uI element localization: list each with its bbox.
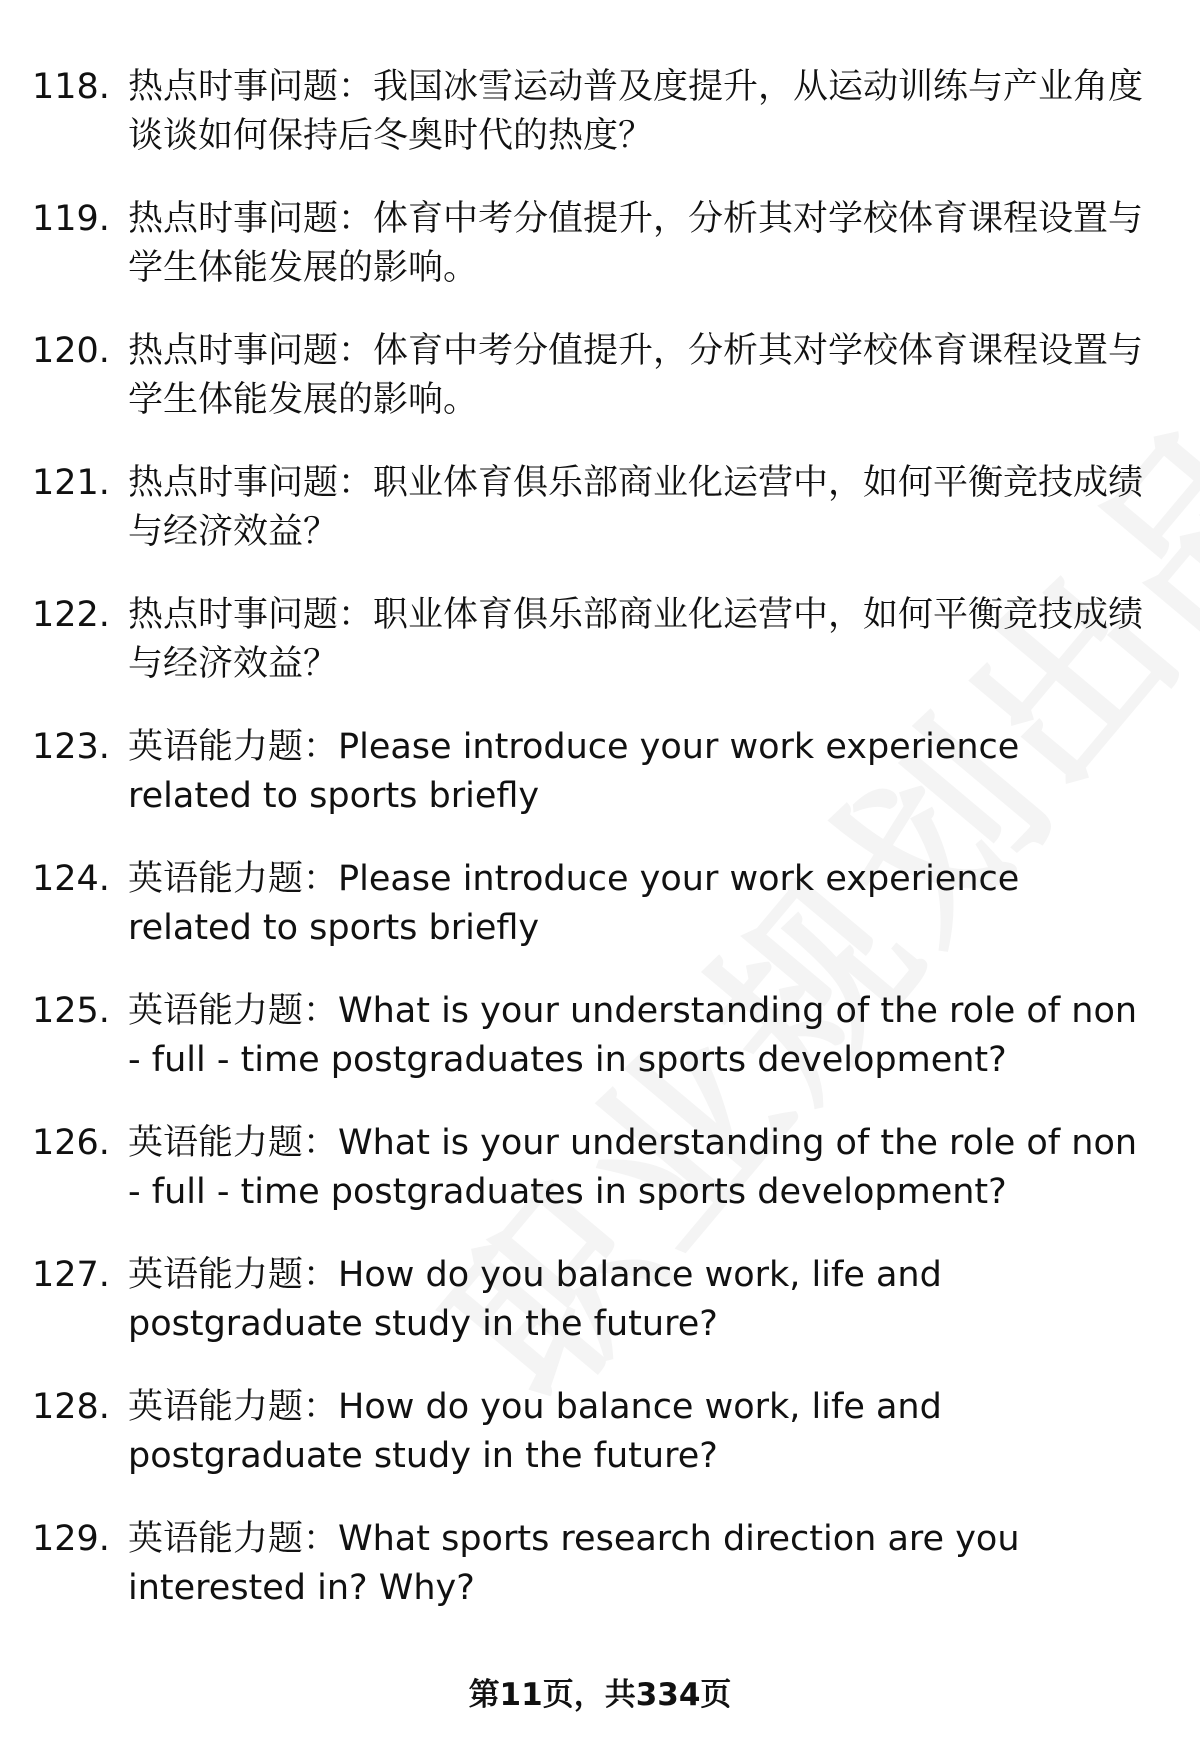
question-number: 119. — [32, 199, 110, 239]
question-item — [32, 459, 1172, 591]
question-item — [32, 1251, 1172, 1383]
question-text: 英语能力题：What is your understanding of the role of non - full - time postgraduates in sports development? — [128, 991, 1138, 1080]
question-text: 英语能力题：Please introduce your work experience related to sports briefly — [128, 859, 1020, 948]
question-list — [32, 63, 1172, 1647]
question-number: 126. — [32, 1123, 110, 1163]
question-item — [32, 591, 1172, 723]
question-item — [32, 195, 1172, 327]
question-text: 英语能力题：What is your understanding of the role of non - full - time postgraduates in sports development? — [128, 1123, 1138, 1212]
page-number: 第11页，共334页 — [468, 1677, 732, 1713]
question-text: 热点时事问题：职业体育俱乐部商业化运营中，如何平衡竞技成绩与经济效益？ — [128, 463, 1144, 552]
question-text: 英语能力题：How do you balance work, life and postgraduate study in the future? — [128, 1387, 942, 1476]
question-item — [32, 855, 1172, 987]
question-text: 热点时事问题：我国冰雪运动普及度提升，从运动训练与产业角度谈谈如何保持后冬奥时代的热度？ — [128, 67, 1144, 156]
question-item — [32, 1383, 1172, 1515]
question-text: 英语能力题：Please introduce your work experience related to sports briefly — [128, 727, 1020, 816]
question-number: 124. — [32, 859, 110, 899]
question-item — [32, 63, 1172, 195]
question-text: 热点时事问题：职业体育俱乐部商业化运营中，如何平衡竞技成绩与经济效益？ — [128, 595, 1144, 684]
question-text: 英语能力题：What sports research direction are you interested in? Why? — [128, 1519, 1020, 1608]
question-text: 热点时事问题：体育中考分值提升，分析其对学校体育课程设置与学生体能发展的影响。 — [128, 199, 1144, 288]
question-item — [32, 987, 1172, 1119]
question-number: 129. — [32, 1519, 110, 1559]
question-number: 127. — [32, 1255, 110, 1295]
question-number: 120. — [32, 331, 110, 371]
question-item — [32, 1119, 1172, 1251]
question-number: 118. — [32, 67, 110, 107]
question-number: 122. — [32, 595, 110, 635]
question-number: 123. — [32, 727, 110, 767]
question-number: 128. — [32, 1387, 110, 1427]
question-item — [32, 1515, 1172, 1647]
question-text: 英语能力题：How do you balance work, life and postgraduate study in the future? — [128, 1255, 942, 1344]
question-text: 热点时事问题：体育中考分值提升，分析其对学校体育课程设置与学生体能发展的影响。 — [128, 331, 1144, 420]
question-item — [32, 327, 1172, 459]
question-item — [32, 723, 1172, 855]
question-number: 125. — [32, 991, 110, 1031]
question-number: 121. — [32, 463, 110, 503]
